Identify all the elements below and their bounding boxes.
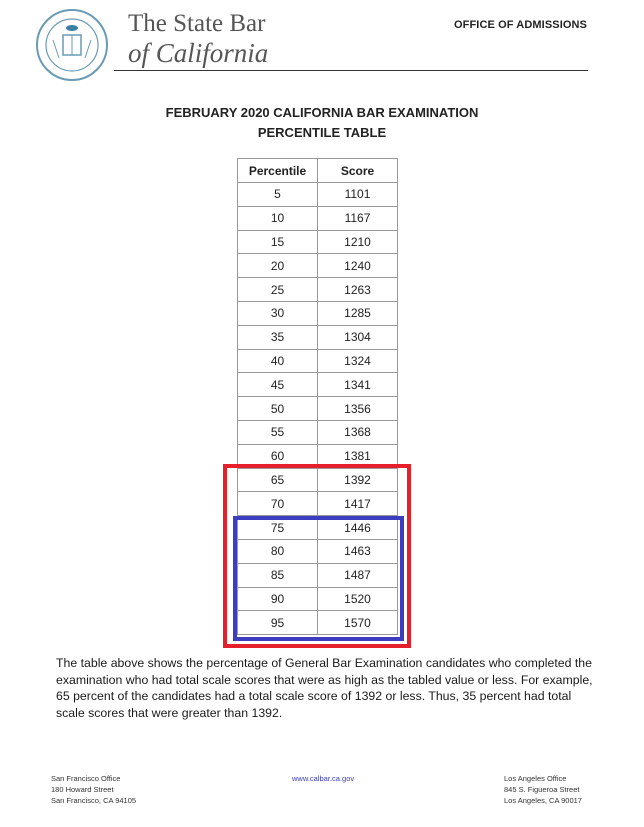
score-cell: 1304 bbox=[318, 325, 398, 349]
table-row bbox=[238, 230, 398, 254]
score-cell: 1487 bbox=[318, 563, 398, 587]
score-cell: 1101 bbox=[318, 183, 398, 207]
footer-sf-city: San Francisco, CA 94105 bbox=[51, 796, 137, 805]
percentile-cell: 75 bbox=[238, 516, 318, 540]
percentile-cell: 80 bbox=[238, 539, 318, 563]
table-row bbox=[238, 183, 398, 207]
percentile-cell: 60 bbox=[238, 444, 318, 468]
org-name-line1: The State Bar bbox=[128, 10, 266, 37]
score-cell: 1417 bbox=[318, 492, 398, 516]
percentile-cell: 95 bbox=[238, 611, 318, 635]
score-cell: 1570 bbox=[318, 611, 398, 635]
percentile-cell: 45 bbox=[238, 373, 318, 397]
table-row bbox=[238, 397, 398, 421]
score-cell: 1368 bbox=[318, 420, 398, 444]
header-divider bbox=[114, 70, 588, 71]
score-cell: 1392 bbox=[318, 468, 398, 492]
column-header-score: Score bbox=[318, 159, 398, 183]
percentile-cell: 10 bbox=[238, 206, 318, 230]
percentile-cell: 65 bbox=[238, 468, 318, 492]
score-cell: 1210 bbox=[318, 230, 398, 254]
percentile-cell: 90 bbox=[238, 587, 318, 611]
percentile-cell: 20 bbox=[238, 254, 318, 278]
table-row bbox=[238, 254, 398, 278]
percentile-cell: 50 bbox=[238, 397, 318, 421]
table-header-row bbox=[238, 159, 398, 183]
percentile-cell: 70 bbox=[238, 492, 318, 516]
score-cell: 1263 bbox=[318, 278, 398, 302]
footer-la-office bbox=[504, 773, 582, 806]
percentile-cell: 5 bbox=[238, 183, 318, 207]
table-row bbox=[238, 325, 398, 349]
score-cell: 1285 bbox=[318, 301, 398, 325]
footer-la-name: Los Angeles Office bbox=[504, 774, 567, 783]
percentile-cell: 25 bbox=[238, 278, 318, 302]
percentile-cell: 40 bbox=[238, 349, 318, 373]
score-cell: 1341 bbox=[318, 373, 398, 397]
explanation-paragraph: The table above shows the percentage of General Bar Examination candidates who completed the examination who had total scale scores that were as high as the tabled value or less. For example, 65 percent of the candidates had a total scale score of 1392 or less. Thus, 35 percent had total scale scores that were greater than 1392. bbox=[56, 656, 593, 720]
document-subtitle: PERCENTILE TABLE bbox=[257, 125, 387, 140]
table-row bbox=[238, 349, 398, 373]
footer-sf-street: 180 Howard Street bbox=[51, 785, 114, 794]
score-cell: 1446 bbox=[318, 516, 398, 540]
footer-sf-office bbox=[51, 773, 136, 806]
table-row bbox=[238, 420, 398, 444]
column-header-percentile: Percentile bbox=[238, 159, 318, 183]
footer-la-street: 845 S. Figueroa Street bbox=[504, 785, 580, 794]
percentile-cell: 35 bbox=[238, 325, 318, 349]
table-row bbox=[238, 373, 398, 397]
office-label: OFFICE OF ADMISSIONS bbox=[454, 19, 587, 31]
score-cell: 1240 bbox=[318, 254, 398, 278]
score-cell: 1167 bbox=[318, 206, 398, 230]
state-bar-seal-icon bbox=[35, 8, 109, 82]
percentile-cell: 85 bbox=[238, 563, 318, 587]
score-cell: 1463 bbox=[318, 539, 398, 563]
score-cell: 1381 bbox=[318, 444, 398, 468]
table-row bbox=[238, 301, 398, 325]
org-name-line2: of California bbox=[128, 38, 269, 68]
table-row bbox=[238, 278, 398, 302]
footer-la-city: Los Angeles, CA 90017 bbox=[504, 796, 582, 805]
score-cell: 1520 bbox=[318, 587, 398, 611]
document-title: FEBRUARY 2020 CALIFORNIA BAR EXAMINATION bbox=[165, 105, 479, 120]
table-row bbox=[238, 206, 398, 230]
percentile-cell: 30 bbox=[238, 301, 318, 325]
footer-website-link[interactable]: www.calbar.ca.gov bbox=[292, 774, 355, 783]
org-name bbox=[128, 10, 268, 68]
score-cell: 1356 bbox=[318, 397, 398, 421]
footer-sf-name: San Francisco Office bbox=[51, 774, 121, 783]
percentile-cell: 15 bbox=[238, 230, 318, 254]
percentile-cell: 55 bbox=[238, 420, 318, 444]
score-cell: 1324 bbox=[318, 349, 398, 373]
blue-highlight-box bbox=[233, 516, 404, 641]
